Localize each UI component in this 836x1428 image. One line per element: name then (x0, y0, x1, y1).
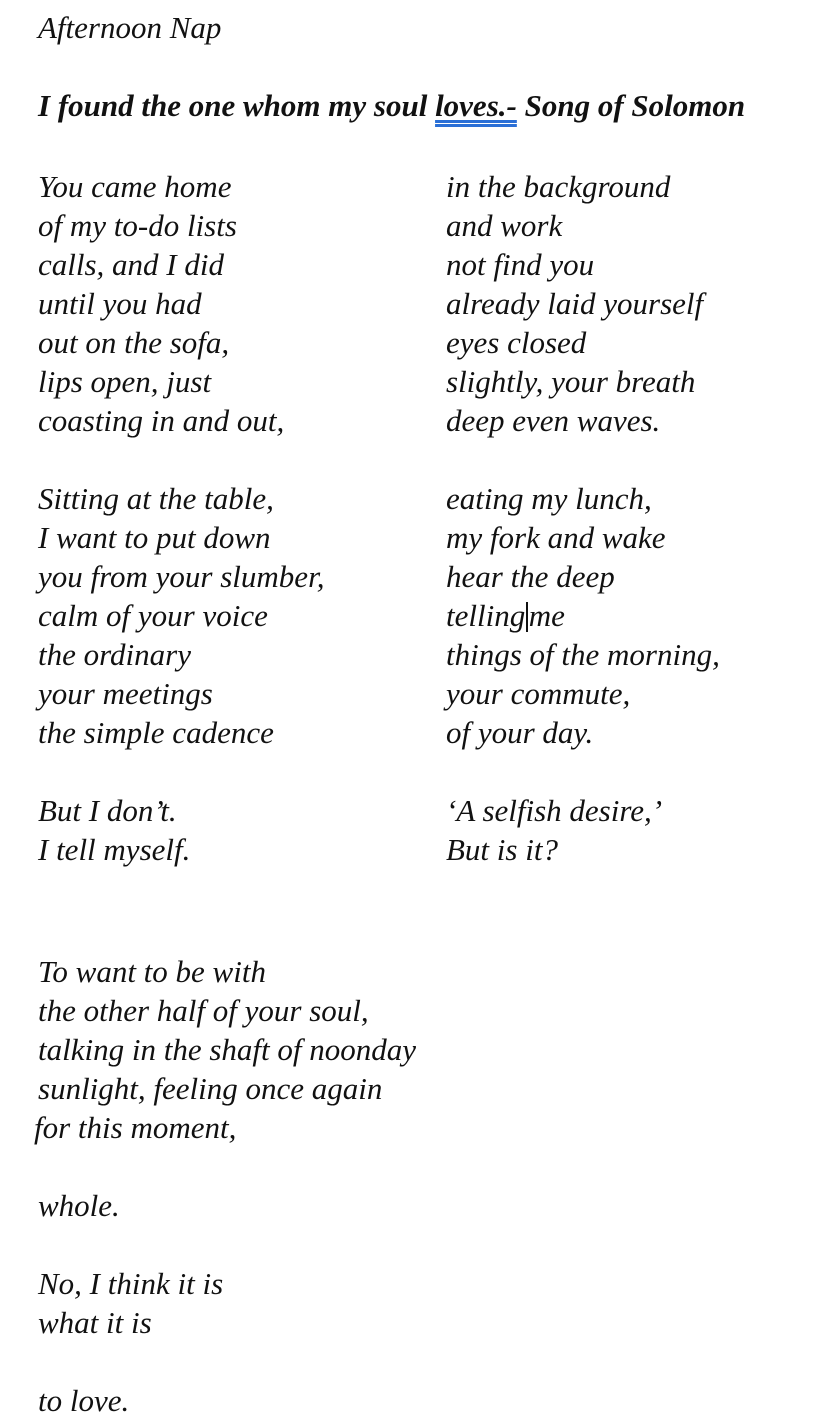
right-line: your commute, (446, 676, 631, 711)
right-line: of your day. (446, 715, 594, 750)
left-line: out on the sofa, (38, 325, 230, 360)
right-line: eyes closed (446, 325, 587, 360)
closing-line: to love. (38, 1383, 130, 1418)
left-line: I tell myself. (38, 832, 191, 867)
left-column (38, 167, 324, 869)
left-line: until you had (38, 286, 202, 321)
epigraph-spellcheck-marked-word[interactable]: loves.- (435, 88, 517, 123)
right-line: hear the deep (446, 559, 615, 594)
left-line: calm of your voice (38, 598, 268, 633)
epigraph (38, 88, 745, 124)
left-line: you from your slumber, (38, 559, 325, 594)
left-line: your meetings (38, 676, 213, 711)
left-line: coasting in and out, (38, 403, 285, 438)
right-line: and work (446, 208, 563, 243)
left-line: of my to-do lists (38, 208, 237, 243)
left-line: You came home (38, 169, 232, 204)
closing-line: what it is (38, 1305, 152, 1340)
closing-line: whole. (38, 1188, 120, 1223)
right-line: eating my lunch, (446, 481, 652, 516)
right-line: already laid yourself (446, 286, 704, 321)
right-line: ‘A selfish desire,’ (446, 793, 663, 828)
right-line: in the background (446, 169, 671, 204)
right-line-text: telling (446, 598, 526, 633)
closing-line: talking in the shaft of noonday (38, 1032, 416, 1067)
right-line: But is it? (446, 832, 558, 867)
right-line-text-rest: me (528, 598, 565, 633)
right-line: my fork and wake (446, 520, 666, 555)
stanza-break (38, 1342, 416, 1381)
right-line-with-caret[interactable] (446, 596, 720, 635)
right-line: deep even waves. (446, 403, 661, 438)
right-line: not find you (446, 247, 595, 282)
closing-line: the other half of your soul, (38, 993, 369, 1028)
stanza-break (38, 440, 324, 479)
stanza-break (38, 1225, 416, 1264)
right-line: things of the morning, (446, 637, 720, 672)
right-column (446, 167, 720, 869)
stanza-break (446, 752, 720, 791)
left-line: the ordinary (38, 637, 191, 672)
closing-line: for this moment, (34, 1110, 237, 1145)
stanza-break (446, 440, 720, 479)
closing-stanzas (34, 952, 416, 1420)
left-line: Sitting at the table, (38, 481, 274, 516)
stanza-break (38, 1147, 416, 1186)
epigraph-text-after: Song of Solomon (516, 88, 746, 123)
stanza-break (38, 752, 324, 791)
right-line: slightly, your breath (446, 364, 696, 399)
text-cursor-icon (526, 602, 528, 632)
closing-line: No, I think it is (38, 1266, 224, 1301)
closing-line: sunlight, feeling once again (38, 1071, 383, 1106)
left-line: calls, and I did (38, 247, 224, 282)
left-line: the simple cadence (38, 715, 274, 750)
epigraph-text-before: I found the one whom my soul (38, 88, 436, 123)
closing-line: To want to be with (38, 954, 266, 989)
left-line: But I don’t. (38, 793, 177, 828)
left-line: lips open, just (38, 364, 212, 399)
poem-title: Afternoon Nap (38, 10, 222, 45)
left-line: I want to put down (38, 520, 271, 555)
